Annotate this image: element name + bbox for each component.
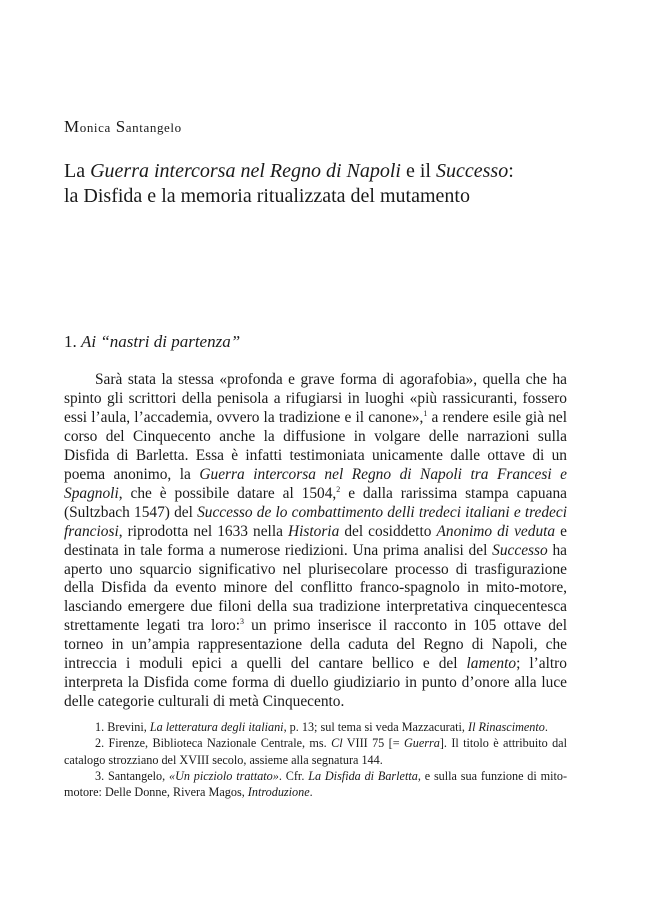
author-initial: S bbox=[115, 117, 126, 136]
footnote: 3. Santangelo, «Un picziolo trattato». Cfr. La Disfida di Barletta, e sulla sua funzione di mito-motore: Delle Donne, Rivera Magos, Introduzione. bbox=[64, 768, 568, 800]
author-initial: M bbox=[64, 117, 80, 136]
footnote-ref: 1 bbox=[423, 408, 428, 418]
footnote-ref: 2 bbox=[336, 484, 341, 494]
footnote: 1. Brevini, La letteratura degli italiani, p. 13; sul tema si veda Mazzacurati, Il Rinascimento. bbox=[95, 720, 548, 734]
author-first-rest: onica bbox=[79, 120, 111, 135]
paragraph: Sarà stata la stessa «profonda e grave forma di agorafobia», quella che ha spinto gli scrittori della penisola a rifugiarsi in luoghi «più rassicuranti, fossero essi l’aula, l’accademia, ovvero la tradizione e il canone»,$^1$ a rendere esile già nel corso del Cinquecento anche la diffusione in volgare delle narrazioni sulla Disfida di Barletta. Essa è infatti testimoniata unicamente dalle ottave di un poema anonimo, la Guerra intercorsa nel Regno di Napoli tra Francesi e Spagnoli, che è possibile datare al 1504,$^2$ e dalla rarissima stampa capuana (Sultzbach 1547) del Successo de lo combattimento delli tredeci italiani e tredeci franciosi, riprodotta nel 1633 nella Historia del cosiddetto Anonimo di veduta e destinata in tale forma a numerose riedizioni. Una prima analisi del Successo ha aperto uno squarcio significativo nel plurisecolare processo di trasfigurazione della Disfida da evento minore del conflitto franco-spagnolo in mito-motore, lasciando emergere due filoni della sua tradizione interpretativa cinquecentesca strettamente legati tra loro:$^3$ un primo inserisce il racconto in 105 ottave del torneo in un’ampia rappresentazione della caduta del Regno di Napoli, che intreccia i moduli epici a quelli del cantare bellico e del lamento; l’altro interpreta la Disfida come forma di duello giudiziario in punto d’onore alla luce delle categorie culturali di metà Cinquecento. bbox=[64, 371, 568, 711]
article-title: La Guerra intercorsa nel Regno di Napoli e il Successo: la Disfida e la memoria ritualizzata del mutamento bbox=[64, 160, 514, 207]
footnote: 2. Firenze, Biblioteca Nazionale Centrale, ms. Cl VIII 75 [= Guerra]. Il titolo è attribuito dal catalogo strozziano del XVIII secolo, assieme alla segnatura 144. bbox=[64, 736, 567, 767]
footnote-ref: 3 bbox=[240, 617, 245, 627]
footnotes bbox=[64, 719, 567, 800]
author-name bbox=[64, 117, 604, 138]
section-heading bbox=[64, 332, 604, 352]
article-subtitle: la Disfida e la memoria ritualizzata del mutamento bbox=[64, 185, 470, 207]
body-text bbox=[64, 371, 567, 712]
section-number: 1. bbox=[64, 332, 81, 351]
section-title: Ai “nastri di partenza” bbox=[81, 332, 241, 351]
author-last-rest: antangelo bbox=[125, 120, 182, 135]
